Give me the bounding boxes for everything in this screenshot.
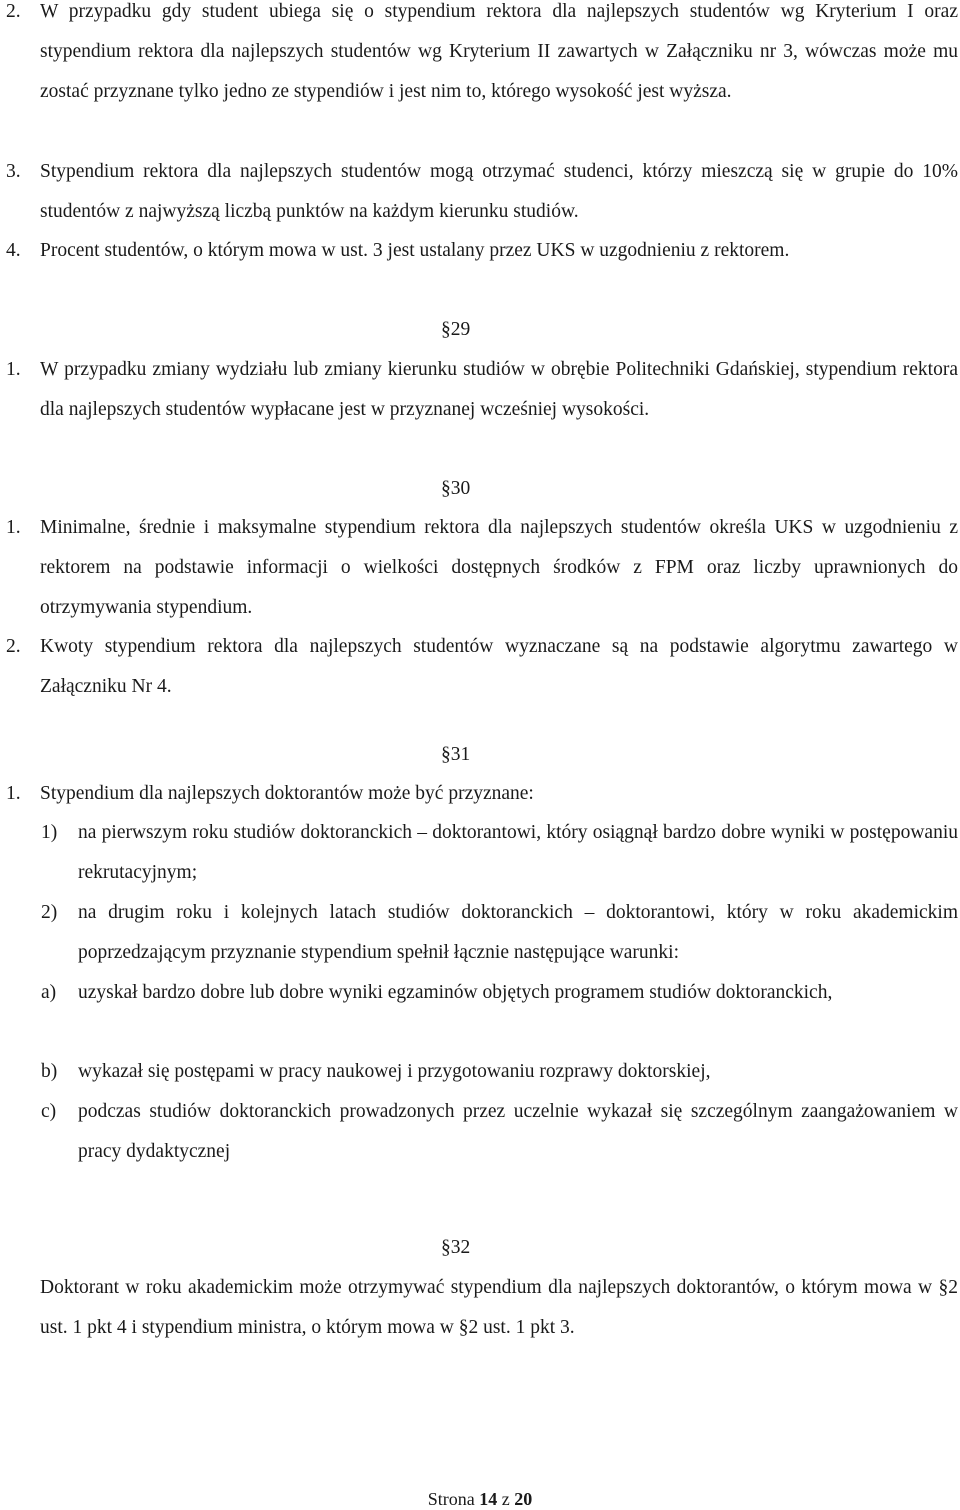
list-item xyxy=(6,0,958,112)
sub-item xyxy=(41,813,958,893)
sub-item xyxy=(41,1052,958,1092)
item-text: Procent studentów, o którym mowa w ust. 3 jest ustalany przez UKS w uzgodnieniu z rektorem. xyxy=(40,240,790,261)
sub-item-text: podczas studiów doktoranckich prowadzonych przez uczelnie wykazał się szczególnym zaangażowaniem w pracy dydaktycznej xyxy=(78,1101,958,1162)
item-text: W przypadku gdy student ubiega się o stypendium rektora dla najlepszych studentów wg Kryterium I oraz stypendium rektora dla najlepszych studentów wg Kryterium II zawartych w Załączniku nr 3, wówczas może mu zostać przyznane tylko jedno ze stypendiów i jest nim to, którego wysokość jest wyższa. xyxy=(40,1,958,102)
item-number: 1. xyxy=(6,359,21,380)
sub-item-number: c) xyxy=(41,1101,57,1122)
section-heading: §31 xyxy=(441,744,471,765)
item-number: 4. xyxy=(6,240,21,261)
sub-item-text: na pierwszym roku studiów doktoranckich – doktorantowi, który osiągnął bardzo dobre wyniki w postępowaniu rekrutacyjnym; xyxy=(78,822,958,883)
sub-item-number: 1) xyxy=(41,822,58,843)
sub-item xyxy=(41,973,958,1013)
list-item xyxy=(6,350,958,430)
section-heading: §32 xyxy=(441,1237,471,1258)
list-item xyxy=(6,627,958,707)
footer-page-number: 14 xyxy=(479,1489,498,1509)
sub-item-text: uzyskał bardzo dobre lub dobre wyniki egzaminów objętych programem studiów doktoranckich, xyxy=(78,982,833,1003)
sub-item-number: 2) xyxy=(41,902,58,923)
paragraph-text: Doktorant w roku akademickim może otrzymywać stypendium dla najlepszych doktorantów, o którym mowa w §2 ust. 1 pkt 4 i stypendium ministra, o którym mowa w §2 ust. 1 pkt 3. xyxy=(40,1277,958,1338)
list-item xyxy=(6,152,958,232)
list-item xyxy=(6,774,958,814)
footer-middle: z xyxy=(501,1489,510,1509)
footer-prefix: Strona xyxy=(427,1489,475,1509)
item-text: Minimalne, średnie i maksymalne stypendium rektora dla najlepszych studentów określa UKS w uzgodnieniu z rektorem na podstawie informacji o wielkości dostępnych środków z FPM oraz liczby uprawnionych do otrzymywania stypendium. xyxy=(40,517,958,618)
item-number: 2. xyxy=(6,1,21,22)
sub-item xyxy=(41,893,958,973)
sub-item xyxy=(41,1092,958,1172)
sub-item-number: a) xyxy=(41,982,57,1003)
item-number: 1. xyxy=(6,517,21,538)
section-heading: §30 xyxy=(441,478,471,499)
list-item xyxy=(6,508,958,628)
item-number: 2. xyxy=(6,636,21,657)
item-text: Kwoty stypendium rektora dla najlepszych studentów wyznaczane są na podstawie algorytmu zawartego w Załączniku Nr 4. xyxy=(40,636,958,697)
sub-item-number: b) xyxy=(41,1061,58,1082)
item-number: 3. xyxy=(6,161,21,182)
sub-item-text: wykazał się postępami w pracy naukowej i przygotowaniu rozprawy doktorskiej, xyxy=(78,1061,711,1082)
item-number: 1. xyxy=(6,783,21,804)
item-text: Stypendium rektora dla najlepszych studentów mogą otrzymać studenci, którzy mieszczą się w grupie do 10% studentów z najwyższą liczbą punktów na każdym kierunku studiów. xyxy=(40,161,958,222)
page-footer xyxy=(0,1488,960,1510)
item-text: W przypadku zmiany wydziału lub zmiany kierunku studiów w obrębie Politechniki Gdańskiej, stypendium rektora dla najlepszych studentów wypłacane jest w przyznanej wcześniej wysokości. xyxy=(40,359,958,420)
list-item xyxy=(6,231,958,271)
item-text: Stypendium dla najlepszych doktorantów może być przyznane: xyxy=(40,783,534,804)
footer-total-pages: 20 xyxy=(514,1489,533,1509)
sub-item-text: na drugim roku i kolejnych latach studiów doktoranckich – doktorantowi, który w roku akademickim poprzedzającym przyznanie stypendium spełnił łącznie następujące warunki: xyxy=(78,902,958,963)
section-heading: §29 xyxy=(441,319,471,340)
